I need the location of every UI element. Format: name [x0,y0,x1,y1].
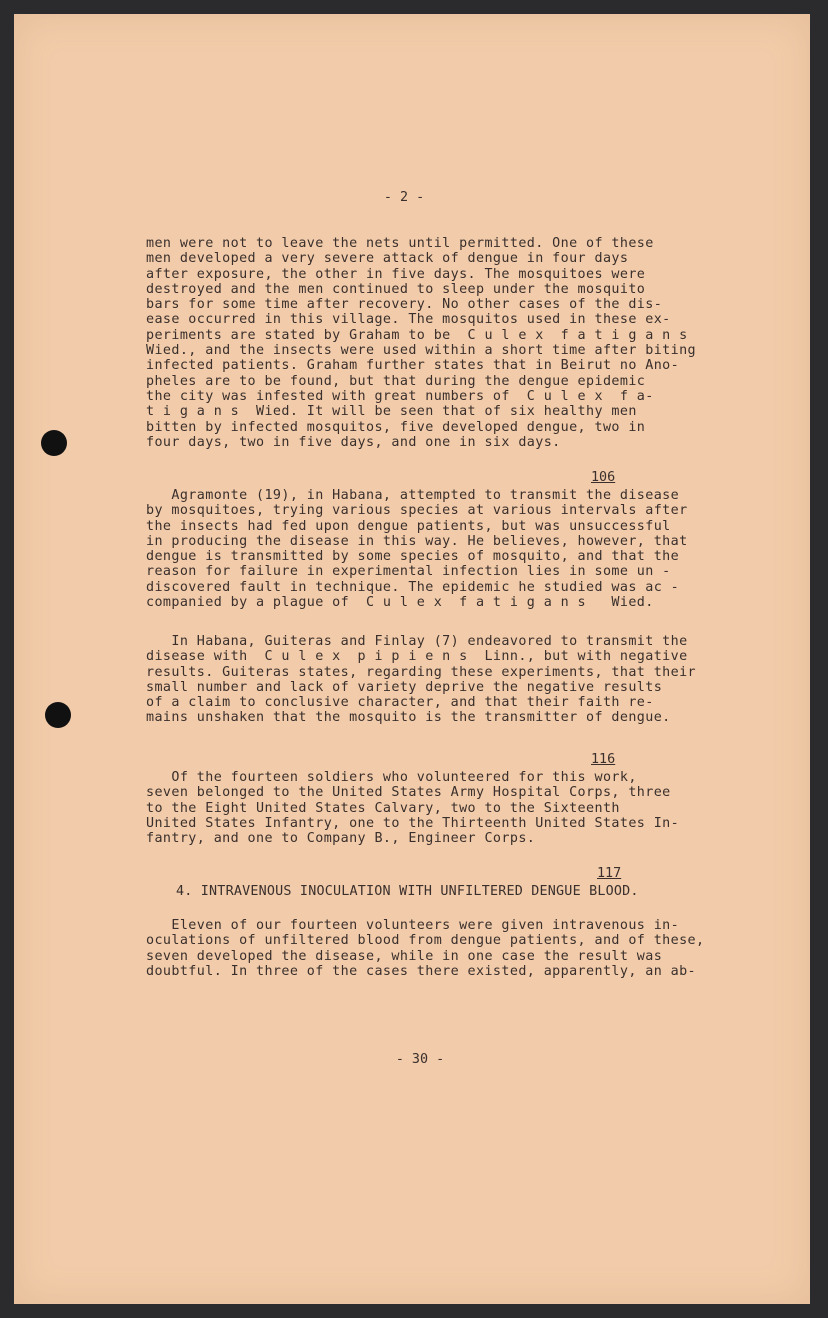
text-line: seven developed the disease, while in one case the result was [146,948,663,964]
text-line: bars for some time after recovery. No other cases of the dis- [146,297,663,313]
text-line: companied by a plague of C u l e x f a t i g a n s Wied. [146,595,654,611]
paragraph-2 [146,488,688,610]
text-line: bitten by infected mosquitos, five developed dengue, two in [146,419,646,435]
text-line: the insects had fed upon dengue patients, but was unsuccessful [146,518,671,534]
text-line: dengue is transmitted by some species of mosquito, and that the [146,549,680,565]
text-line: In Habana, Guiteras and Finlay (7) endeavored to transmit the [146,634,688,649]
text-line: United States Infantry, one to the Thirteenth United States In- [146,815,680,831]
text-line: the city was infested with great numbers of C u l e x f a- [146,388,654,404]
paragraph-4 [146,770,679,846]
text-line: t i g a n s Wied. It will be seen that of six healthy men [146,404,637,420]
text-line: fantry, and one to Company B., Engineer Corps. [146,831,536,847]
text-line: seven belonged to the United States Army Hospital Corps, three [146,785,671,801]
text-line: four days, two in five days, and one in six days. [146,434,561,450]
document-page [14,14,810,1304]
text-line: pheles are to be found, but that during the dengue epidemic [146,373,646,389]
punch-hole-bottom [45,702,71,728]
text-line: infected patients. Graham further states that in Beirut no Ano- [146,358,680,374]
page-ref-117: 117 [597,866,622,881]
text-line: disease with C u l e x p i p i e n s Linn., but with negative [146,649,688,665]
page-ref-116: 116 [591,752,616,767]
text-line: of a claim to conclusive character, and that their faith re- [146,695,654,711]
text-line: destroyed and the men continued to sleep under the mosquito [146,281,646,297]
text-line: men were not to leave the nets until permitted. One of these [146,236,654,251]
text-line: Eleven of our fourteen volunteers were given intravenous in- [146,918,680,933]
paragraph-3 [146,634,696,726]
paragraph-5 [146,918,704,979]
text-line: after exposure, the other in five days. The mosquitoes were [146,266,646,282]
text-line: ease occurred in this village. The mosquitos used in these ex- [146,312,671,328]
text-line: in producing the disease in this way. He believes, however, that [146,533,688,549]
text-line: doubtful. In three of the cases there existed, apparently, an ab- [146,963,697,979]
header-page-number: - 2 - [383,190,425,205]
text-line: periments are stated by Graham to be C u l e x f a t i g a n s [146,327,688,343]
text-line: small number and lack of variety deprive the negative results [146,679,663,695]
page-ref-106: 106 [591,470,616,485]
text-line: discovered fault in technique. The epidemic he studied was ac - [146,579,680,595]
text-line: Agramonte (19), in Habana, attempted to transmit the disease [146,488,680,503]
punch-hole-top [41,430,67,456]
text-line: results. Guiteras states, regarding these experiments, that their [146,664,697,680]
text-line: Wied., and the insects were used within a short time after biting [146,343,697,359]
text-line: Of the fourteen soldiers who volunteered for this work, [146,770,637,785]
text-line: by mosquitoes, trying various species at various intervals after [146,503,688,519]
paragraph-1 [146,236,696,450]
text-line: oculations of unfiltered blood from dengue patients, and of these, [146,933,705,949]
text-line: reason for failure in experimental infection lies in some un - [146,564,671,580]
text-line: to the Eight United States Calvary, two to the Sixteenth [146,800,620,816]
footer-page-number: - 30 - [395,1052,445,1067]
text-line: mains unshaken that the mosquito is the transmitter of dengue. [146,710,671,726]
text-line: men developed a very severe attack of dengue in four days [146,251,629,267]
section-heading: 4. INTRAVENOUS INOCULATION WITH UNFILTERED DENGUE BLOOD. [176,884,639,899]
